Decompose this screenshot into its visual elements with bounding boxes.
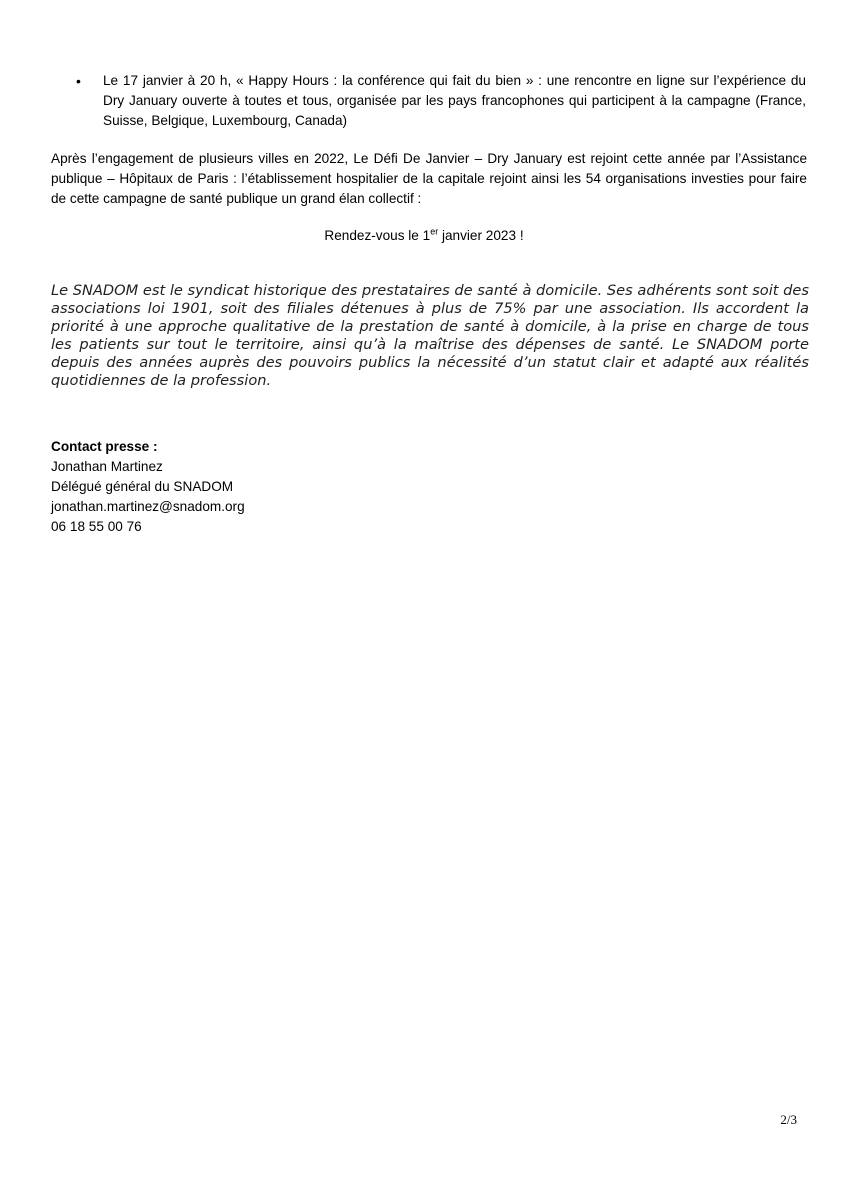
bullet-item [76,71,806,131]
bullet-text: Le 17 janvier à 20 h, « Happy Hours : la conférence qui fait du bien » : une rencontre en ligne sur l’expérience du Dry January ouverte à toutes et tous, organisée par les pays francophones qui participent à la campagne (France, Suisse, Belgique, Luxembourg, Canada) [103,73,806,128]
body-paragraph: Après l’engagement de plusieurs villes en 2022, Le Défi De Janvier – Dry January est rejoint cette année par l’Assistance publique – Hôpitaux de Paris : l’établissement hospitalier de la capitale rejoint ainsi les 54 organisations investies pour faire de cette campagne de santé publique un grand élan collectif : [51,151,807,206]
contact-email: jonathan.martinez@snadom.org [51,499,245,514]
contact-role: Délégué général du SNADOM [51,479,234,494]
page-number: 2/3 [780,1112,797,1127]
bullet-dot-icon: • [76,73,81,89]
rendezvous-prefix: Rendez-vous le 1 [324,228,431,243]
contact-phone: 06 18 55 00 76 [51,519,142,534]
contact-title: Contact presse : [51,439,158,454]
rendezvous-superscript: er [430,226,439,237]
rendezvous-suffix: janvier 2023 ! [438,228,524,243]
contact-name: Jonathan Martinez [51,459,163,474]
snadom-description: Le SNADOM est le syndicat historique des prestataires de santé à domicile. Ses adhérents sont soit des associations loi 1901, soit des filiales détenues à plus de 75% par une association. Ils accordent la priorité à une approche qualitative de la prestation de santé à domicile, à la prise en charge de tous les patients sur tout le territoire, ainsi qu’à la maîtrise des dépenses de santé. Le SNADOM porte depuis des années auprès des pouvoirs publics la nécessité d’un statut clair et adapté aux réalités quotidiennes de la profession. [51,282,809,389]
press-contact [51,437,245,537]
rendezvous-line [0,226,848,246]
